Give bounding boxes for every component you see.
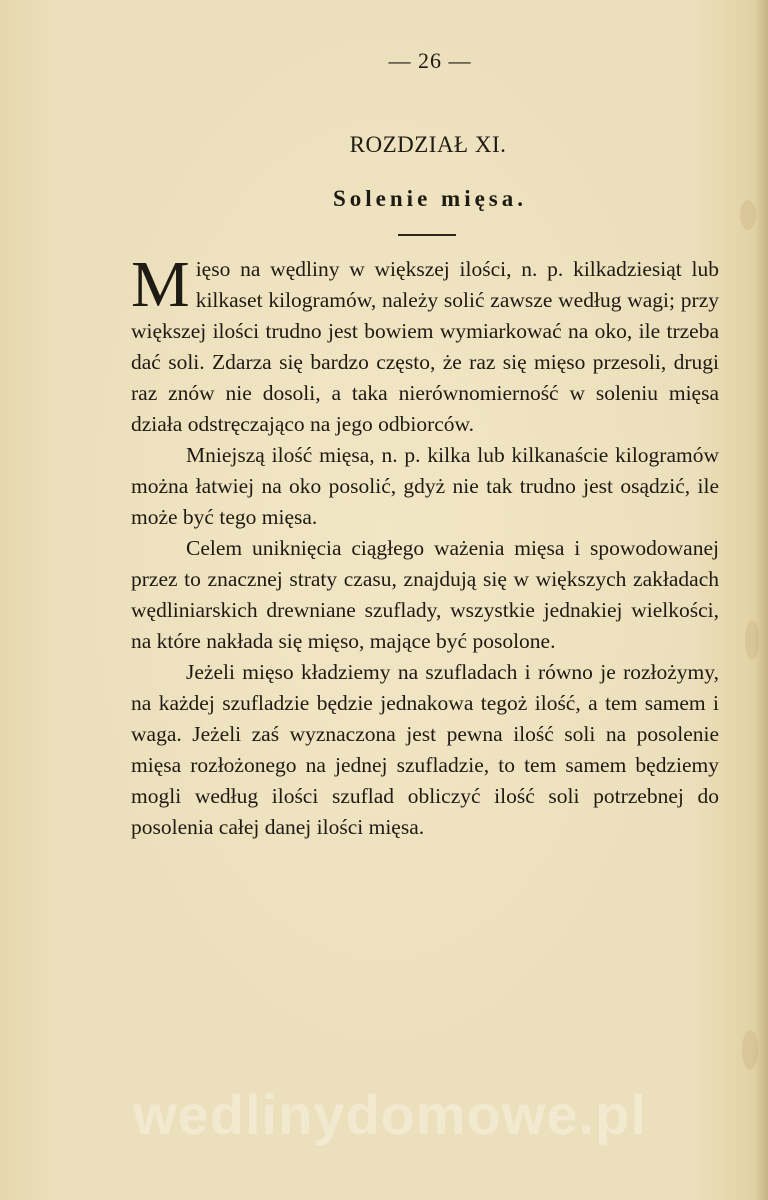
paragraph: Mniejszą ilość mięsa, n. p. kilka lub kilkanaście kilogramów można łatwiej na oko posolić, gdyż nie tak trudno jest osądzić, ile może być tego mięsa. [131, 443, 719, 529]
paragraph [131, 248, 719, 440]
drop-cap: M [131, 248, 190, 321]
paragraph: Celem uniknięcia ciągłego ważenia mięsa i spowodowanej przez to znacznej straty czasu, znajdują się w większych zakładach wędliniarskich drewniane szuflady, wszystkie jednakiej wielkości, na które nakłada się mięso, mające być posolone. [131, 536, 719, 653]
paper-stain [745, 620, 759, 660]
paper-stain [742, 1030, 758, 1070]
chapter-heading: ROZDZIAŁ XI. [349, 132, 507, 157]
paragraph: Jeżeli mięso kładziemy na szufladach i równo je rozłożymy, na każdej szufladzie będzie jednakowa tegoż ilość, a tem samem i waga. Jeżeli zaś wyznaczona jest pewna ilość soli na posolenie mięsa rozłożonego na jednej szufladzie, to tem samem będziemy mogli według ilości szuflad obliczyć ilość soli potrzebnej do posolenia całej danej ilości mięsa. [131, 660, 719, 839]
page-number: — 26 — [388, 48, 472, 73]
page-edge-shadow [754, 0, 768, 1200]
heading-divider [398, 234, 456, 236]
watermark-text: wedlinydomowe.pl [133, 1083, 647, 1146]
section-heading: Solenie mięsa. [333, 186, 527, 211]
paragraph-text: ięso na wędliny w większej ilości, n. p. kilkadziesiąt lub kilkaset kilogramów, należy solić zawsze według wagi; przy większej ilości trudno jest bowiem wymiarkować na oko, ile trzeba dać soli. Zdarza się bardzo często, że raz się mięso przesoli, drugi raz znów nie dosoli, a taka nierównomierność w soleniu mięsa działa odstręczająco na jego odbiorców. [131, 257, 719, 436]
body-text [131, 248, 719, 843]
